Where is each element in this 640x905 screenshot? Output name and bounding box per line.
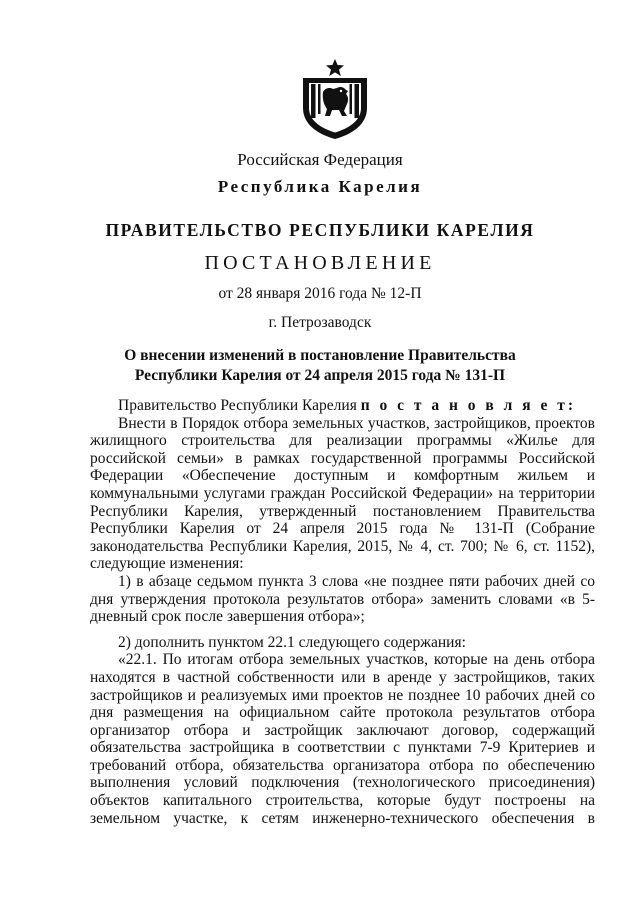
paragraph-line: законодательства Республики Карелия, 2015, № 4, ст. 700; № 6, ст. 1152),	[90, 537, 595, 555]
paragraph-line: следующие изменения:	[90, 555, 244, 573]
paragraph-line: 2) дополнить пунктом 22.1 следующего содержания:	[118, 633, 466, 651]
document-subject	[0, 346, 640, 386]
paragraph-line: объектов капитального строительства, которые будут построены на	[90, 792, 595, 810]
paragraph-line: коммунальными услугами граждан Российской Федерации» на территории	[90, 484, 595, 502]
paragraph-line: находятся в частной собственности или в аренде у застройщиков, таких	[90, 668, 595, 686]
government-name: ПРАВИТЕЛЬСТВО РЕСПУБЛИКИ КАРЕЛИЯ	[105, 220, 535, 240]
paragraph-main-change	[90, 415, 595, 573]
paragraph-item-1	[90, 573, 595, 626]
paragraph-line: жилищного строительства для реализации программы «Жилье для	[90, 432, 595, 450]
intro-paragraph	[90, 397, 595, 415]
subject-line: Республики Карелия от 24 апреля 2015 года № 131-П	[134, 367, 506, 384]
paragraph-line: дня утверждения протокола результатов отбора» заменить словами «в 5-	[90, 590, 595, 608]
document-date-number: от 28 января 2016 года № 12-П	[218, 285, 422, 302]
document-type: ПОСТАНОВЛЕНИЕ	[204, 252, 436, 274]
document-city: г. Петрозаводск	[268, 314, 372, 331]
paragraph-line: выполнения условий подключения (технологического присоединения)	[90, 774, 595, 792]
paragraph-item-22-1	[90, 651, 595, 827]
paragraph-line: требований отбора, обязательства организатора отбора по обеспечению	[90, 756, 595, 774]
paragraph-line: Республики Карелия, утвержденный постановлением Правительства	[90, 502, 595, 520]
intro-text: Правительство Республики Карелия	[118, 397, 361, 414]
paragraph-line: земельном участке, к сетям инженерно-технического обеспечения в	[90, 809, 595, 827]
paragraph-line: обязательства застройщика в соответствии с пунктами 7-9 Критериев и	[90, 739, 595, 757]
paragraph-line: 1) в абзаце седьмом пункта 3 слова «не позднее пяти рабочих дней со	[118, 572, 595, 590]
paragraph-line: Федерации «Обеспечение доступным и комфортным жильем и	[90, 467, 595, 485]
paragraph-line: российской семьи» в рамках государственной программы Российской	[90, 449, 595, 467]
paragraph-line: организатор отбора и застройщик заключают договор, содержащий	[90, 721, 595, 739]
paragraph-line: застройщиков и реализуемых ими проектов не позднее 10 рабочих дней со	[90, 686, 595, 704]
paragraph-line: «22.1. По итогам отбора земельных участков, которые на день отбора	[118, 651, 595, 669]
subject-line: О внесении изменений в постановление Правительства	[124, 347, 516, 364]
paragraph-line: дневный срок после завершения отбора»;	[90, 608, 365, 626]
paragraph-line: Внести в Порядок отбора земельных участков, застройщиков, проектов	[118, 414, 595, 432]
paragraph-line: Республики Карелия от 24 апреля 2015 года № 131-П (Собрание	[90, 520, 595, 538]
country-name: Российская Федерация	[237, 150, 403, 169]
coat-of-arms-icon	[297, 58, 373, 140]
paragraph-item-2	[90, 634, 595, 652]
republic-name: Республика Карелия	[217, 177, 423, 196]
paragraph-gap	[90, 626, 595, 634]
intro-verb: п о с т а н о в л я е т:	[360, 397, 577, 414]
document-body	[90, 397, 595, 827]
paragraph-line: дня размещения на официальном сайте протокола результатов отбора	[90, 704, 595, 722]
